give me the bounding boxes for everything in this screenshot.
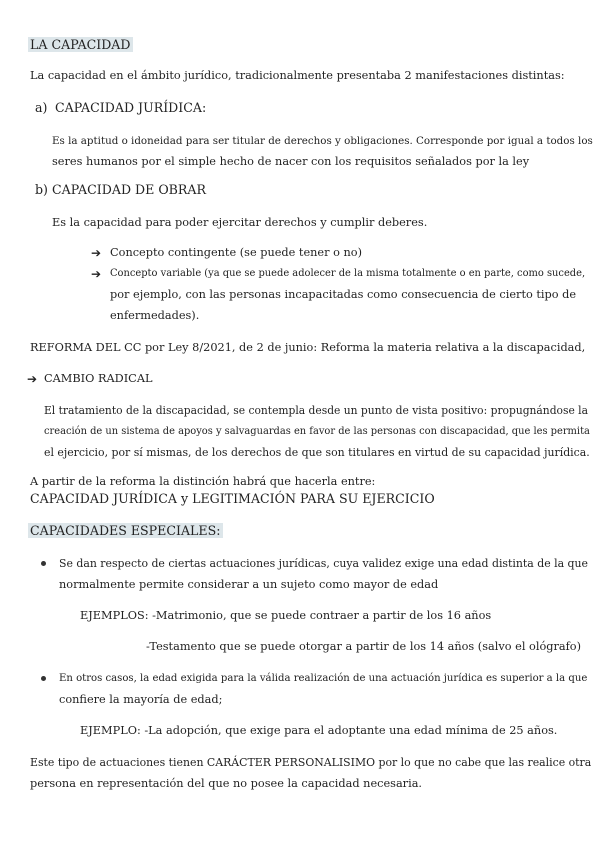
tratamiento-line-1: El tratamiento de la discapacidad, se contempla desde un punto de vista positivo: propugnándose la	[44, 404, 588, 417]
distincion-terms: CAPACIDAD JURÍDICA y LEGITIMACIÓN PARA SU EJERCICIO	[30, 491, 435, 506]
reforma-line: REFORMA DEL CC por Ley 8/2021, de 2 de junio: Reforma la materia relativa a la discapacidad,	[30, 341, 586, 354]
arrow-bullet-icon: ➔	[27, 372, 38, 386]
especiales-bullet1-line-1: Se dan respecto de ciertas actuaciones jurídicas, cuya validez exige una edad distinta de la que	[59, 557, 588, 570]
bullet-variable-line-1: Concepto variable (ya que se puede adolecer de la misma totalmente o en parte, como sucede,	[110, 268, 586, 279]
section-a-heading: CAPACIDAD JURÍDICA:	[55, 100, 207, 115]
section-b-marker: b)	[35, 182, 48, 197]
especiales-bullet1-line-2: normalmente permite considerar a un sujeto como mayor de edad	[59, 578, 439, 591]
page-title: LA CAPACIDAD	[30, 37, 131, 52]
arrow-bullet-icon: ➔	[91, 267, 102, 281]
section-a-text-line-1: Es la aptitud o idoneidad para ser titular de derechos y obligaciones. Corresponde por igual a todos los	[52, 135, 593, 147]
tratamiento-line-3: el ejercicio, por sí mismas, de los derechos de que son titulares en virtud de su capacidad jurídica.	[44, 446, 590, 459]
section-b-definition: Es la capacidad para poder ejercitar derechos y cumplir deberes.	[52, 216, 428, 229]
arrow-bullet-icon: ➔	[91, 246, 102, 260]
ejemplo-adopcion: EJEMPLO: -La adopción, que exige para el adoptante una edad mínima de 25 años.	[80, 724, 558, 737]
tratamiento-line-2: creación de un sistema de apoyos y salvaguardas en favor de las personas con discapacidad, que les permita	[44, 426, 590, 437]
section-a-marker: a)	[35, 100, 48, 115]
especiales-bullet2-line-1: En otros casos, la edad exigida para la válida realización de una actuación jurídica es superior a la que	[59, 673, 588, 684]
bullet-variable-line-3: enfermedades).	[110, 309, 200, 322]
section-b-heading: CAPACIDAD DE OBRAR	[52, 182, 206, 197]
bullet-variable-line-2: por ejemplo, con las personas incapacitadas como consecuencia de cierto tipo de	[110, 288, 577, 301]
ejemplos-line-2: -Testamento que se puede otorgar a partir de los 14 años (salvo el ológrafo)	[146, 640, 581, 653]
distincion-intro: A partir de la reforma la distinción habrá que hacerla entre:	[30, 475, 376, 488]
bullet-dot-icon	[41, 676, 46, 681]
section-a-text-line-2: seres humanos por el simple hecho de nacer con los requisitos señalados por la ley	[52, 155, 530, 168]
especiales-bullet2-line-2: confiere la mayoría de edad;	[59, 693, 223, 706]
bullet-dot-icon	[41, 561, 46, 566]
especiales-heading: CAPACIDADES ESPECIALES:	[30, 523, 221, 538]
ejemplos-line-1: EJEMPLOS: -Matrimonio, que se puede contraer a partir de los 16 años	[80, 609, 492, 622]
bullet-contingente: Concepto contingente (se puede tener o no)	[110, 246, 362, 259]
cambio-radical: CAMBIO RADICAL	[44, 372, 153, 385]
closing-line-2: persona en representación del que no posee la capacidad necesaria.	[30, 777, 423, 790]
intro-paragraph: La capacidad en el ámbito jurídico, tradicionalmente presentaba 2 manifestaciones distintas:	[30, 69, 565, 82]
closing-line-1: Este tipo de actuaciones tienen CARÁCTER PERSONALISIMO por lo que no cabe que las realice otra	[30, 756, 592, 769]
